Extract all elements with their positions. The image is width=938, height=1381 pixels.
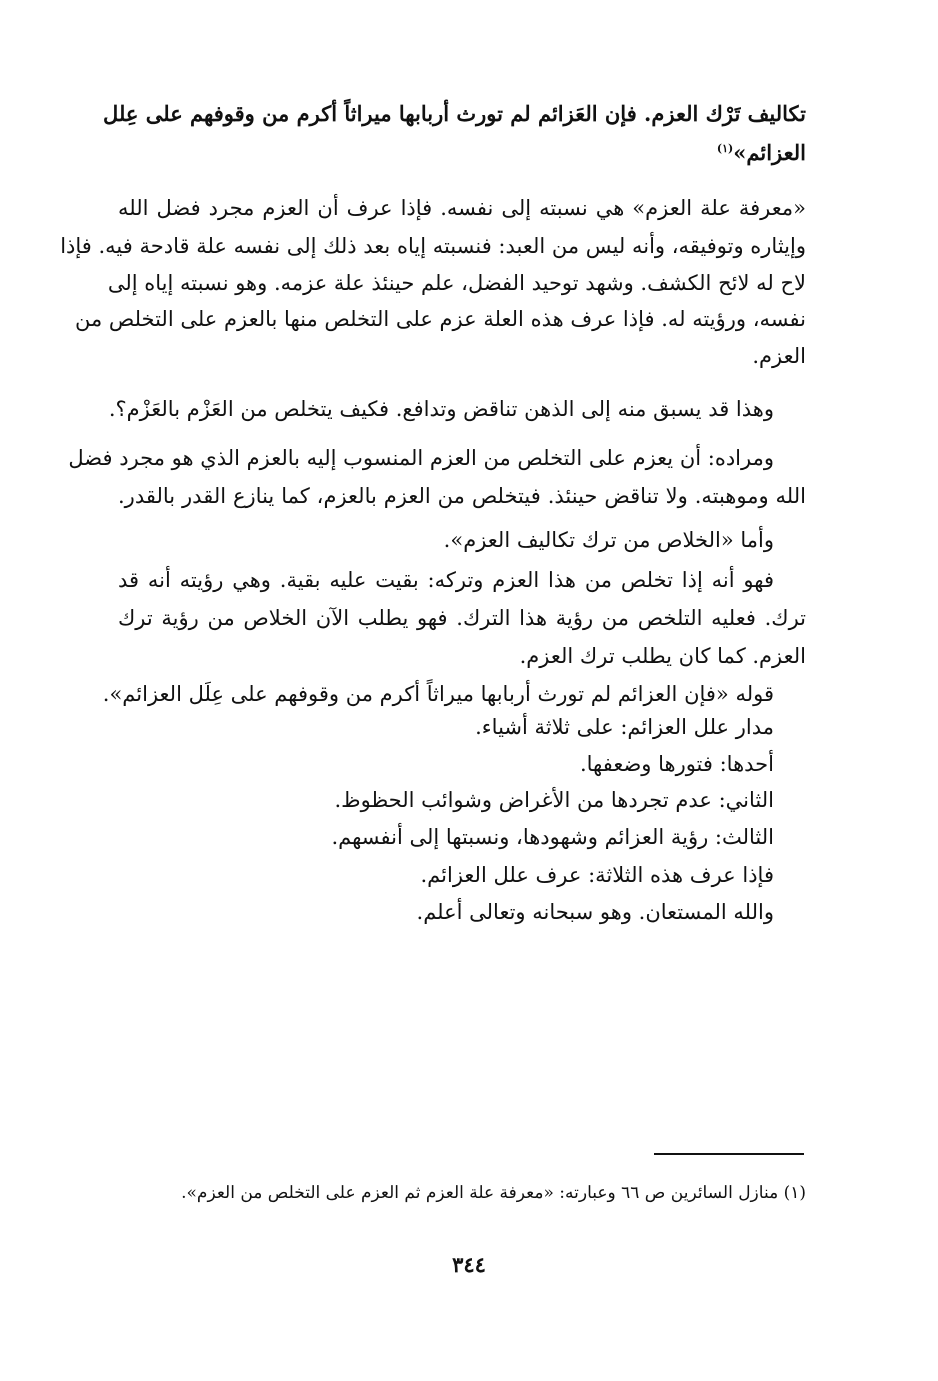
page-number: ٣٤٤ xyxy=(452,1252,486,1277)
body-line-4: وإيثاره وتوفيقه، وأنه ليس من العبد: فنسبته إياه بعد ذلك إلى نفسه علة قادحة فيه. فإذا xyxy=(60,234,806,258)
body-line-10: الله وموهبته. ولا تناقض حينئذ. فيتخلص من العزم بالعزم، كما ينازع القدر بالقدر. xyxy=(118,484,806,508)
body-line-19: الثالث: رؤية العزائم وشهودها، ونسبتها إلى أنفسهم. xyxy=(331,825,774,849)
footnote-divider xyxy=(654,1153,804,1155)
body-line-5: لاح له لائح الكشف. وشهد توحيد الفضل، علم حينئذ علة عزمه. وهو نسبته إياه إلى xyxy=(107,271,806,295)
body-line-14: العزم. كما كان يطلب ترك العزم. xyxy=(519,644,806,668)
body-line-1: تكاليف تَرْك العزم. فإن العَزائم لم تورث أربابها ميراثاً أكرم من وقوفهم على عِلل xyxy=(103,101,806,126)
body-line-16: مدار علل العزائم: على ثلاثة أشياء. xyxy=(475,715,774,739)
footnote: (١) منازل السائرين ص ٦٦ وعبارته: «معرفة علة العزم ثم العزم على التخلص من العزم». xyxy=(181,1183,806,1203)
body-line-2-text: العزائم» xyxy=(733,140,806,165)
body-line-21: والله المستعان. وهو سبحانه وتعالى أعلم. xyxy=(416,900,774,924)
body-line-18: الثاني: عدم تجردها من الأغراض وشوائب الحظوظ. xyxy=(334,788,774,812)
body-line-3: «معرفة علة العزم» هي نسبته إلى نفسه. فإذا عرف أن العزم مجرد فضل الله xyxy=(118,196,806,220)
body-line-9: ومراده: أن يعزم على التخلص من العزم المنسوب إليه بالعزم الذي هو مجرد فضل xyxy=(68,446,774,470)
body-line-20: فإذا عرف هذه الثلاثة: عرف علل العزائم. xyxy=(420,863,774,887)
body-line-15: قوله «فإن العزائم لم تورث أربابها ميراثاً أكرم من وقوفهم على عِلَل العزائم». xyxy=(102,682,774,706)
body-line-7: العزم. xyxy=(752,344,806,368)
body-line-2 xyxy=(400,138,806,168)
body-line-12: فهو أنه إذا تخلص من هذا العزم وتركه: بقيت عليه بقية. وهي رؤيته أنه قد xyxy=(118,568,774,592)
footnote-marker: (١) xyxy=(716,142,734,155)
body-line-8: وهذا قد يسبق منه إلى الذهن تناقض وتدافع. فكيف يتخلص من العَزْم بالعَزْم؟. xyxy=(108,397,774,421)
body-line-13: ترك. فعليه التلخص من رؤية هذا الترك. فهو يطلب الآن الخلاص من رؤية ترك xyxy=(118,606,806,630)
body-line-17: أحدها: فتورها وضعفها. xyxy=(579,752,774,776)
body-line-11: وأما «الخلاص من ترك تكاليف العزم». xyxy=(443,528,774,552)
body-line-6: نفسه، ورؤيته له. فإذا عرف هذه العلة عزم على التخلص منها بالعزم على التخلص من xyxy=(74,307,806,331)
